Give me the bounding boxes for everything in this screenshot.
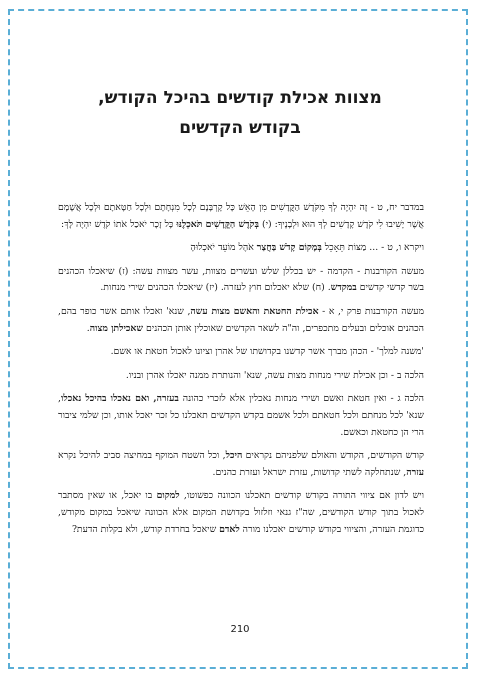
bold-phrase: שאכילתן מצוה (89, 322, 143, 334)
paragraph-bamidbar (58, 200, 424, 233)
text-run: כָּל זָכָר יֹאכַל אֹתוֹ קֹדֶשׁ יִהְיֶה לָּךְ: (60, 218, 177, 230)
bold-phrase: בְּקֹדֶשׁ הַקֳּדָשִׁים תֹּאכְלֶנּוּ (176, 218, 259, 230)
text-run: הלכה ב - וכן אכילת שירי מנחות מצות עשה, שנא' והנותרת ממנה יאכלו אהרן ובניו. (125, 369, 424, 381)
text-run: מעשה הקורבנות - הקדמה - יש בכללן שלש ועשרים מצוות, עשר מצוות עשה: (ז) שיאכלו הכהנים בשר קדשי קדשים (58, 265, 424, 294)
text-run: , שנא' ואכלו אותם אשר כופר בהם, הכהנים אוכלים ובעלים מתכפרים, וה"ה לשאר הקדשים שאוכלין אותן הכהנים (58, 305, 424, 334)
paragraph-halacha-g (58, 391, 424, 441)
text-run: , וכל השטח המוקף במחיצה סביב להיכל נקרא (58, 450, 226, 462)
text-run: ויש לדון אם ציווי התורה בקודש קודשים תאכלנו הכוונה כפשוטו, (179, 490, 424, 502)
paragraph-discussion (58, 488, 424, 538)
body-text (58, 200, 424, 545)
bold-phrase: עזרה (406, 466, 424, 478)
bold-phrase: היכל (225, 450, 243, 462)
text-run: , שנתחלקה לשתי קדושות, עזרת ישראל ועזרת כהנים. (212, 466, 407, 478)
paragraph-perek-10-a (58, 304, 424, 337)
bold-phrase: למקום (156, 490, 180, 502)
paragraph-mishneh-lamelech (58, 344, 424, 361)
bold-phrase: במקדש (330, 282, 357, 294)
paragraph-intro-korbanot (58, 264, 424, 297)
text-run: שיאכל בחרדת קודש, ולא בקלות הדעת? (71, 523, 220, 535)
text-run: הלכה ג - ואין חטאת ואשם ושירי מנחות נאכלין אלא לזכרי כהונה (178, 393, 424, 405)
bold-phrase: לאדם (219, 523, 240, 535)
text-run: קודש הקודשים, הקודש והאולם שלפניהם נקראים (242, 450, 424, 462)
paragraph-halacha-b (58, 368, 424, 385)
bold-phrase: בְּמָקוֹם קָדֹשׁ בַּחֲצַר (256, 242, 322, 254)
text-run: . (86, 322, 90, 334)
text-run: בו יאכל, או שאין מסתבר לאכול בתוך קודש הקודשים, שה"ז גנאי וזלזול בקדושת המקום אלא הכוונה שיאכל במקום מקודש, כדוגמת העזרה, והציווי בקודש קודשים יאכלנו מורה (58, 490, 424, 535)
text-run: ויקרא ו, ט - ... מַצּוֹת תֵּאָכֵל (321, 242, 424, 254)
title-line-2: בקודש הקדשים (179, 118, 301, 138)
text-run: במדבר יח, ט - זֶה יִהְיֶה לְךָ מִקֹּדֶשׁ הַקֳּדָשִׁים מִן הָאֵשׁ כָּל קָרְבָּנָם לְכָל מִנְחָתָם וּלְכָל חַטָּאתָם וּלְכָל אֲשָׁמָם אֲשֶׁר יָשִׁיבוּ לִי קֹדֶשׁ קָדָשִׁים לְךָ הוּא וּלְבָנֶיךָ: (י) (58, 202, 424, 230)
paragraph-heichal-azara (58, 448, 424, 481)
text-run: , שנא' לכל מנחתם ולכל חטאתם ולכל אשמם בקדש הקדשים תאכלנו כל זכר יאכל אותו, וכן שלמי ציבור הרי הן כחטאת וכאשם. (58, 393, 424, 438)
bold-phrase: בעזרה, ואם נאכלו בהיכל נאכלו (60, 393, 179, 405)
text-run: 'משנה למלך' - הכהן מברך אשר קדשנו בקדושתו של אהרן וציונו לאכול חטאת או אשם. (110, 346, 424, 358)
paragraph-vayikra (58, 240, 424, 257)
text-run: אֹהֶל מוֹעֵד יֹאכְלוּהָ (190, 242, 257, 254)
bold-phrase: אכילת החטאת והאשם מצות עשה (190, 305, 319, 317)
text-run: . (ח) שלא יאכלום חוץ לעזרה. (יז) שיאכלו הכהנים שירי מנחות. (100, 282, 331, 294)
title-line-1: מצוות אכילת קודשים בהיכל הקודש, (98, 88, 382, 108)
text-run: מעשה הקורבנות פרק י, א - (318, 305, 424, 317)
page-number: 210 (230, 624, 250, 635)
